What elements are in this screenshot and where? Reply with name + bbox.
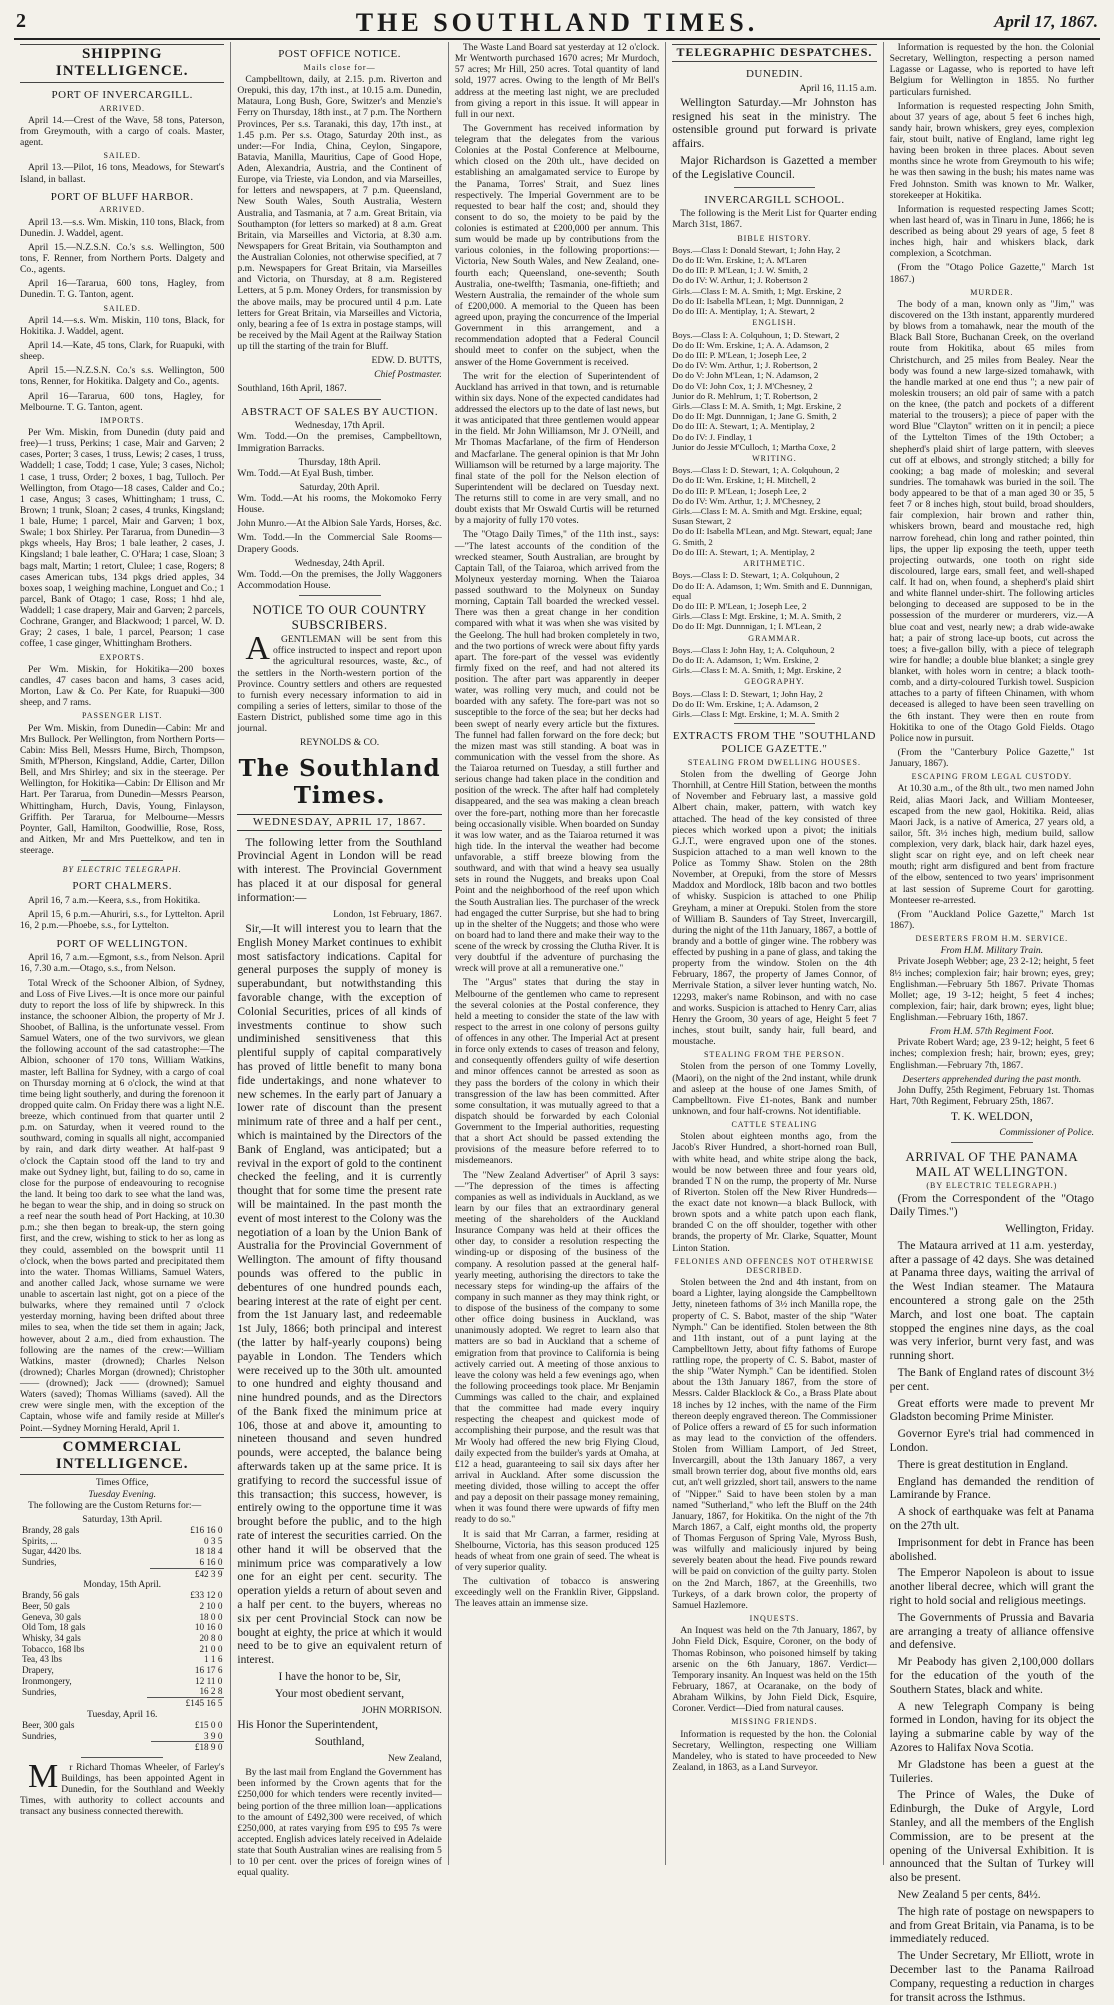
news-list (890, 1240, 1094, 2005)
sale-item: Wm. Todd.—At Eyal Bush, timber. (237, 467, 374, 479)
deserters-text: John Duffy, 25th Regiment, February 1st. Thomas Hart, 70th Regiment, February 25th, 1867. (889, 1084, 1095, 1107)
news-item: The Bank of England rates of discount 3½ per cent. (889, 1367, 1095, 1393)
table-row: Tea, 43 lbs 1 1 6 (22, 1654, 223, 1665)
bluff-sailed: April 16—Tararua, 600 tons, Hagley, for Melbourne. T. G. Tanton, agent. (20, 390, 225, 413)
subheading: INQUESTS. (749, 1613, 800, 1623)
invercargill-sailed: April 13.—Pilot, 16 tons, Meadows, for Stewart's Island, in ballast. (20, 162, 225, 185)
nz-advertiser-article: The "New Zealand Advertiser" of April 3 says:—"The depression of the times is affecting companies as well as individuals in Auckland, as we learn by our files that an extraordinary general meeting of the shareholders of the Auckland Insurance Company was held at their offices the other day, to consider a resolution respecting the winding-up or disposing of the business of the company. A resolution passed at the general half-yearly meeting, authorising the directors to take the necessary steps for winding-up the affairs of the company in such manner as they may think right, or to dispose of the business of the company to some other office doing business in Auckland, was unanimously adopted. We regret to learn also that matters are so bad in Auckland that a scheme of emigration from that province to California is being actively carried out. A meeting of those anxious to leave the colony was held a few evenings ago, when the following proceedings took place. Mr Benjamin Cummings was called to the chair, and explained that the committee had made every inquiry respecting the cheapest and quickest mode of accomplishing their purpose, and the result was that Mr Wooly had offered the new brig Flying Cloud, daily expected from the builder's yards at Omaha, at £12 a head, guaranteeing to sail six days after her arrival in Auckland. After some discussion the meeting divided, those willing to accept the offer and pay a deposit on their passage money remaining, when it was found there were upwards of fifty men ready to do so." (454, 1169, 660, 1526)
subject-heading: GEOGRAPHY. (744, 677, 805, 687)
deserters-text: Private Robert Ward; age, 23 9-12; height, 5 feet 6 inches; complexion fresh; hair, brown; eyes, grey; Englishman.—February 7th, 1867. (889, 1037, 1095, 1071)
telegram: Major Richardson is Gazetted a member of the Legislative Council. (672, 154, 877, 181)
shipping-heading: SHIPPING INTELLIGENCE. (20, 44, 224, 83)
postmaster-name: EDW. D. BUTTS, (371, 355, 442, 367)
bluff-arrived: April 16—Tararua, 600 tons, Hagley, from Dunedin. T. G. Tanton, agent. (20, 278, 225, 301)
school-intro: The following is the Merit List for Quarter ending March 31st, 1867. (672, 208, 877, 231)
bluff-sailed: April 14.—Kate, 45 tons, Clark, for Ruapuki, with sheep. (20, 340, 225, 363)
merit-row: Do do II: Mgt. Dunnnigan, 1; Jane G. Smith, 2 (672, 411, 837, 422)
sale-item: Wm. Todd.—On the premises, the Jolly Waggoners Accommodation House. (237, 568, 442, 591)
post-office-body: Campbelltown, daily, at 2.15. p.m. Riverton and Orepuki, this day, 17th inst., at 10.15 a.m. Dunedin, Mataura, Long Bush, Gore, Switzer's and Menzie's Ferry on Thursday, 18th inst., at 7 p.m. The Northern Provinces, Per s.s. Taranaki, this day, 17th inst., at 1.45 p.m. Per s.s. Otago, Saturday 20th inst., as under:—For India, China, Ceylon, Singapore, Batavia, Manilla, Mauritius, Cape of Good Hope, Aden, Alexandria, Austria, and the Continent of Europe, via Trieste, via London, and via Marseilles, for letters and newspapers, at 7 p.m. Queensland, New South Wales, South Australia, Western Australia, and Tasmania, at 7 a.m. Great Britain, via Southampton (for letters so marked) at 8 a.m. Great Britain, via Marseilles and Victoria, at 8.30 a.m. Newspapers for Great Britain, via Southampton and the Australian Colonies, not otherwise specified, at 7 p.m. Newspapers for Great Britain, via Marseilles and Victoria, on Thursday, at 8 a.m. Registered Letters, at 5 p.m. Money Orders, for transmission by the above mails, may be procured until 4 p.m. Late letters for Great Britain, via Marseilles and Victoria, only, bearing a fee of 1s extra in postage stamps, will be received by the Mail Agent at the Railway Station up till the starting of the train for Bluff. (237, 74, 442, 353)
issue-date: April 17, 1867. (994, 12, 1098, 31)
subheading: STEALING FROM THE PERSON. (703, 1050, 845, 1060)
merit-row: Do do III: A. Mentiplay, 1; A. Stewart, 2 (672, 306, 815, 317)
merit-row: Do do IV: W. Arthur, 1; J. Robertson 2 (672, 275, 808, 286)
waste-land-article: The Waste Land Board sat yesterday at 12 o'clock. Mr Wentworth purchased 1670 acres; Mr Murdoch, 57 acres; Mr Hill, 250 acres. Total quantity of land sold, 1977 acres. Owing to the length of Mr Bell's address at the meeting last night, we are precluded from giving a report in this issue. It will appear in full in our next. (454, 42, 660, 120)
commercial-heading: COMMERCIAL INTELLIGENCE. (20, 1437, 224, 1476)
correspondent-line: (From the Correspondent of the "Otago Daily Times.") (889, 1192, 1095, 1219)
office-day: Tuesday Evening. (88, 1488, 157, 1500)
merit-row: Junior do Jessie M'Culloch, 1; Martha Coxe, 2 (672, 441, 836, 452)
dunedin-date: April 16, 11.15 a.m. (799, 82, 877, 94)
bluff-sailed: April 15.—N.Z.S.N. Co.'s s.s. Wellington, 500 tons, Renner, for Hokitika. Dalgety and Co., agents. (20, 365, 225, 388)
total-row: £18 9 0 (20, 1742, 224, 1753)
passenger-label: PASSENGER LIST. (82, 711, 163, 721)
regiment-label: From H.M. Military Train. (940, 945, 1044, 957)
letter-honour: I have the honor to be, Sir, (278, 1671, 401, 1684)
subheading: MURDER. (970, 287, 1014, 297)
apprehended-label: Deserters apprehended during the past month. (902, 1073, 1082, 1085)
merit-row: Boys.—Class I: John Hay, 1; A. Colquhoun, 2 (672, 644, 835, 655)
merit-list (672, 234, 876, 720)
gazette-text: Stolen about eighteen months ago, from the Jacob's River Hundred, a short-horned roan Bull, with white head, and white stripe along the back, would be now between three and four years old, branded T N on the rump, the property of Mr. Nurse of Riverton. Stolen off the New River Hundreds—the exact date not known—a black Bullock, with brown spots and a white patch upon each flank, branded C on the off shoulder, together with other brands, the property of Mr. Clarke, Squatter, Mount Linton Station. (672, 1131, 877, 1254)
column-3 (449, 42, 666, 1865)
merit-row: Boys.—Class I: D. Stewart, 1; A. Colquhoun, 2 (672, 465, 840, 476)
news-item: New Zealand 5 per cents, 84½. (897, 1888, 1041, 1901)
customs-table-tuesday (20, 1720, 224, 1753)
writ-article: The writ for the election of Superintendent of Auckland has arrived in that town, and is returnable within six days. None of the expected candidates had addressed the electors up to the date of last news, but it was anticipated that three gentlemen would appear in the field. Mr John Williamson, Mr J. O'Neill, and Mr Thomas Macfarlane, of the firm of Henderson and Macfarlane. The general opinion is that Mr John Williamson will be returned by a large majority. The final state of the poll for the Nelson election of Superintendent will be declared on Tuesday next. The returns still to come in are very small, and no doubt exists that Mr Oswald Curtis will be returned by a majority of fully 170 votes. (454, 370, 660, 527)
news-item: The Under Secretary, Mr Elliott, wrote in December last to the Panama Railroad Company, requesting a reduction in charges for transit across the Isthmus. (889, 1950, 1095, 2004)
murder-text: The body of a man, known only as "Jim," was discovered on the 13th instant, apparently murdered by blows from a tomahawk, near the mouth of the Black Ball Store, Buchanan Creek, on the overland route from Hokitika, about 65 miles from Christchurch, and 25 miles from Bealey. Near the body was found a new large-sized tomahawk, with the handle marked at one end thus "; a new pair of moleskin trousers; an old pair of same with a patch on the knee, (the patch and pockets of a different material to the trousers); a piece of paper with the word Blue "Clayton" written on it in pencil; a piece of the Lyttelton Times of the 19th October; a shepherd's plaid shirt of large pattern, with sleeves cut off at elbows, and strongly stitched; a billy for cooking; a bag made of moleskin; and several sundries. The tomahawk was buried in the soil. The body appeared to be that of a man aged 30 or 35, 5 feet 7 or 8 inches high, stout build, broad shoulders, fair complexion, hair brown and rather thin, whiskers brown, beard and moustache red, high narrow forehead, chin long and rather pointed, thin lips, the upper lip exposing the teeth, upper teeth projecting outwards, one tooth on right side discoloured, large ears, small feet, and well-shaped calf. It had on, when found, a shepherd's plaid shirt and white flannel under-shirt. The following articles belonging to deceased are supposed to be in the possession of the murderer or murderers, viz.—A blue coat and vest, nearly new; a drab wide-awake hat; a pair of strong lace-up boots, cut across the toes; a five-gallon billy, with a piece of telegraph wire for handle; a double blue blanket; a single grey blanket, with holes worn in centre; a black tooth-comb, and a dirty-coloured Turkish towel. Suspicion attaches to a party of fifteen Chinamen, with whom deceased is alleged to have been seen travelling on the 6th instant. They were then en route from Hokitika to one of the Otago Gold Fields. Otago Police now in pursuit. (889, 298, 1095, 744)
exports-label: EXPORTS. (99, 652, 145, 662)
gazette-heading: EXTRACTS FROM THE "SOUTHLAND POLICE GAZETTE." (672, 730, 876, 756)
weldon-role: Commissioner of Police. (999, 1126, 1095, 1138)
source-line: (From the "Otago Police Gazette," March 1st 1867.) (889, 262, 1095, 285)
news-item: Governor Eyre's trial had commenced in London. (889, 1428, 1095, 1455)
sale-date: Saturday, 20th April. (299, 481, 380, 493)
news-item: There is great destitution in England. (897, 1458, 1069, 1471)
merit-row: Girls.—Class I: Mgt. Erskine, 1; M. A. Smith, 2 (672, 611, 842, 622)
column-2 (231, 42, 448, 1879)
merit-row: Do do II: Mgt. Dunnnigan, 1; I. M'Lean, 2 (672, 621, 822, 632)
source-line: (From "Auckland Police Gazette," March 1st 1867). (889, 908, 1095, 931)
news-item: A shock of earthquake was felt at Panama on the 27th ult. (889, 1506, 1095, 1533)
carran-article: It is said that Mr Carran, a farmer, residing at Shelbourne, Victoria, has this season produced 125 heads of wheat from one grain of seed. The wheat is of very superior quality. (454, 1528, 660, 1573)
postmaster-role: Chief Postmaster. (374, 369, 442, 381)
news-item: The high rate of postage on newspapers to and from Great Britain, via Panama, is to be immediately reduced. (889, 1905, 1095, 1946)
by-telegraph: (BY ELECTRIC TELEGRAPH.) (926, 1181, 1058, 1191)
chalmers-sailed: April 15, 6 p.m.—Ahuriri, s.s., for Lyttelton. April 16, 2 p.m.—Phoebe, s.s., for Lyttelton. (20, 909, 225, 932)
table-row: Brandy, 28 gals £16 16 0 (22, 1524, 223, 1535)
sales-heading: ABSTRACT OF SALES BY AUCTION. (241, 405, 439, 418)
saturday-label: Saturday, 13th April. (82, 1513, 163, 1525)
merit-row: Boys.—Class I: D. Stewart, 1; A. Colquhoun, 2 (672, 570, 840, 581)
gazette-text: An Inquest was held on the 7th January, 1867, by John Field Dick, Esquire, Coroner, on the body of Thomas Robinson, who poisoned himself by taking arsenic on the 6th January, 1867. Verdict—Temporary insanity. An Inquest was held on the 15th February, 1867, at Ocaranake, on the body of Abraham Wilkins, by John Field Dick, Esquire, Coroner. Verdict—Died from natural causes. (672, 1625, 877, 1715)
merit-row: Do do VI: John Cox, 1; J. M'Chesney, 2 (672, 380, 813, 391)
sale-item: John Munro.—At the Albion Sale Yards, Horses, &c. (237, 518, 442, 530)
cultivation-article: The cultivation of tobacco is answering exceedingly well on the Franklin River, Gippsland. The leaves attain an immense size. (454, 1576, 660, 1610)
newspaper-title: THE SOUTHLAND TIMES. (355, 8, 759, 37)
news-item: Mr Peabody has given 2,100,000 dollars for the education of the youth of the Southern States, black and white. (889, 1656, 1095, 1696)
customs-table-monday (20, 1590, 224, 1708)
column-1 (14, 42, 231, 1865)
imports-label: IMPORTS. (100, 415, 145, 425)
sale-date: Wednesday, 24th April. (294, 557, 385, 569)
table-row: Sugar, 4420 lbs. 18 18 4 (22, 1546, 223, 1557)
merit-row: Girls.—Class I: M. A. Smith, 1; Mgt. Erskine, 2 (672, 400, 842, 411)
notice-body: AGENTLEMAN will be sent from this office instructed to inspect and report upon the agricultural resources, waste, &c., of the settlers in the North-western portion of the Province. Country settlers and others are requested to furnish every necessary information to aid in compiling a series of letters, similar to those of the Eastern District, published some time ago in this journal. (237, 630, 442, 735)
addressee: New Zealand, (388, 1752, 442, 1764)
merit-row: Do do III: P. M'Lean, 1; Joseph Lee, 2 (672, 485, 807, 496)
customs-table-saturday (20, 1525, 224, 1579)
table-row: Old Tom, 18 gals 10 16 0 (22, 1622, 223, 1633)
school-heading: INVERCARGILL SCHOOL. (704, 193, 845, 206)
table-row: Ironmongery, 12 11 0 (22, 1675, 223, 1686)
gazette-text: Stolen between the 2nd and 4th instant, from on board a Lighter, laying alongside the Campbelltown Jetty, nineteen fathoms of 3½ inch Manilla rope, the property of C. S. Babot, master of the ship "Water Nymph." Can be identified. Stolen between the 8th and 11th instant, out of a punt laying at the Campbelltown Jetty, about fifty fathoms of Europe rattling rope, the property of C. S. Babot, master of the ship "Water Nymph." Can be identified. Stolen about the 13th January 1867, from the store of Messrs. Calder Blacklock & Co., a Brass Plate about 18 inches by 12 inches, with the name of the Firm thereon deeply engraved thereon. The Commissioner of Police offers a reward of £5 for such information as may lead to the conviction of the offenders. Stolen from William Lamport, of Jed Street, Invercargill, about the 13th January 1867, a very small brown terrier dog, about five months old, ears cut, an't well grizzled, short tail, answers to the name of "Nipper." Said to have been stolen by a man named "Sutherland," who left the Bluff on the 24th January, 1867, for Hokitika. On the night of the 7th March 1867, a Calf, eight months old, the property of Thomas Ferguson of Spring Vale, Myross Bush, was wilfully and maliciously injured by being severely beaten about the head. Five pounds reward will be paid on conviction of the guilty party. Stolen on the 2nd March, 1867, at the Greenhills, two Turkeys, of a dark brown color, the property of Samuel Hazlemore. (672, 1277, 877, 1611)
subject-heading: GRAMMAR. (748, 633, 801, 643)
editorial-masthead: The Southland Times. (238, 755, 441, 810)
subheading: DESERTERS FROM H.M. SERVICE. (915, 934, 1069, 944)
escape-text: At 10.30 a.m., of the 8th ult., two men named John Reid, alias Maori Jack, and William Monteeser, escaped from the new gaol, Hokitika. Reid, alias Maori Jack, is a native of America, 27 years old, a sailor, 5ft. 3½ inches high, medium build, sallow complexion, very dark, black hair, dark hazel eyes, slight scar on right eye, and on left cheek near mouth; right arm disfigured and bent from fracture of the elbow, sentenced to two years' imprisonment at last session of Supreme Court for garotting. Monteeser re-arrested. (889, 783, 1095, 906)
letter-signer: JOHN MORRISON. (361, 1704, 442, 1716)
news-item: Imprisonment for debt in France has been abolished. (889, 1536, 1095, 1563)
page-header (14, 8, 1100, 40)
merit-row: Girls.—Class I: M. A. Smith, 1; Mgt. Erskine, 2 (672, 285, 842, 296)
merit-row: Boys.—Class I: Donald Stewart, 1; John Hay, 2 (672, 244, 841, 255)
letter-servant: Your most obedient servant, (275, 1687, 405, 1700)
otago-article: The "Otago Daily Times," of the 11th inst., says:—"The latest accounts of the condition of the wrecked steamer, South Australian, are brought by Captain Tall, of the Taiaroa, which arrived from the Molyneux yesterday morning. When the Taiaroa passed southward to the Molyneux on Sunday morning, Captain Tall boarded the wrecked vessel. There was then a great change in her condition compared with what it was when she was visited by the Geelong. The hull had broken completely in two, and the two portions of wreck were about fifty yards apart. The fore-part of the vessel was evidently firmly fixed on the reef, and had not altered its position. The after part was apparently in deeper water, was rolling very much, and could not be boarded with any safety. The fore-part was not so susceptible to the force of the sea; but her decks had been swept of nearly every article but the fixtures. The funnel had fallen forward on the fore deck; but the mizen mast was still standing. A boat was in communication with the vessel from the shore. As the Taiaroa returned on Tuesday, a still further and serious change had taken place in the condition and position of the wreck. The after half had completely disappeared, and the sea was making a clean breach over the fore-part, nothing more than her forecastle being occasionally visible. When boarded on Sunday it was low water, and as the Taiaroa returned it was high tide. In the interval the weather had become unfavorable, a stiff breeze blowing from the southward, and with that wind a heavy sea usually sets in round the Nuggets, and breaks upon Coal Point and the neighborhood of the reef upon which the South Australian lies. The purchaser of the wreck had engaged the cutter Surprise, but she had to bring up in the shelter of the Nuggets; and those who were on board had to land there and make their way to the scene of the wreck by crossing the Clutha River. It is very doubtful if the adventure of purchasing the wreck will prove at all a remunerative one." (454, 529, 660, 975)
divider (299, 595, 381, 596)
subject-heading: WRITING. (752, 453, 797, 463)
news-item: The Mataura arrived at 11 a.m. yesterday, after a passage of 42 days. She was detained at Panama three days, waiting the arrival of the West Indian steamer. The Mataura encountered a strong gale on the 25th March, and lost one boat. The captain stopped the engines nine days, as the coal was very inferior, burnt very fast, and was running short. (889, 1239, 1095, 1363)
table-row: Sundries, 3 9 0 (22, 1730, 223, 1741)
news-item: The Prince of Wales, the Duke of Edinburgh, the Duke of Argyle, Lord Stanley, and all the members of the English Commission, are to be present at the opening of the Universal Exhibition. It is announced that the Sultan of Turkey will also be present. (889, 1789, 1095, 1885)
news-item: Mr Gladstone has been a guest at the Tuileries. (889, 1758, 1095, 1785)
monday-label: Monday, 15th April. (83, 1579, 162, 1591)
subject-heading: ARITHMETIC. (743, 559, 806, 569)
post-date: Southland, 16th April, 1867. (237, 383, 347, 395)
sale-item: Wm. Todd.—On the premises, Campbelltown, Immigration Barracks. (237, 431, 442, 454)
merit-row: Do do IV: Wm. Arthur, 1; J. M'Chesney, 2 (672, 495, 821, 506)
page-number: 2 (16, 10, 26, 32)
table-row: Beer, 300 gals £15 0 0 (22, 1719, 223, 1730)
merit-row: Boys.—Class I: A. Colquhoun, 1; D. Stewart, 2 (672, 329, 840, 340)
table-row: Sundries, 6 16 0 (22, 1556, 223, 1568)
editorial-intro: The following letter from the Southland Provincial Agent in London will be read with interest. The Provincial Government has placed it at our disposal for general information:— (237, 836, 442, 904)
merit-row: Do do II: Wm. Erskine, 1; H. Mitchell, 2 (672, 475, 816, 486)
table-row: Sundries, 16 2 8 (22, 1686, 223, 1697)
merit-row: Do do II: Wm. Erskine, 1; A. A. Adamson, 2 (672, 339, 829, 350)
gazette-text: Information is requested by the hon. the Colonial Secretary, Wellington, respecting one William Mandeley, who is stated to have proceeded to New Zealand, in 1863, as a Land Surveyor. (672, 1728, 877, 1773)
bluff-sailed: April 14.—s.s. Wm. Miskin, 110 tons, Black, for Hokitika. J. Waddel, agent. (20, 314, 225, 337)
gazette-text: Stolen from the person of one Tommy Lovelly, (Maori), on the night of the 2nd instant, while drunk and asleep at the house of one James Smith, of Campbelltown. Five £1-notes, Bank and number unknown, and four half-crowns. Not identifiable. (672, 1061, 877, 1117)
bluff-imports: Per Wm. Miskin, from Dunedin (duty paid and free)—1 truss, Perkins; 1 case, Mair and Garven; 2 cases, Porter; 3 cases, 1 truss, Lewis; 2 cases, 1 truss, Waddell; 1 case, Todd; 1 case, Yule; 3 cases, Nichol; 1 case, 1 truss, Order; 2 boxes, 1 bag, Tulloch. Per Wellington, from Otago—18 cases, Calder and Co.; 1 case, Angus; 3 cases, Whittingham; 1 truss, C. Brown; 1 trunk, Sloan; 2 cases, 4 trunks, Kingsland; 1 bale, Hume; 1 parcel, Mair and Garven; 1 box, Swale; 1 box Shirley. Per Tararua, from Dunedin—3 pkgs wheels, Hay Bros; 1 bale leather, 2 cases, J. Kingsland; 1 bale leather, C. O'Hara; 1 case, Sloan; 3 bags malt, Martin; 1 retort, Clulee; 1 case, Rogers; 8 cases American tubs, 134 pkgs dried apples, 34 boxes soap, 1 weighing machine, Longuet and Co.; 1 parcel, Bank of Otago; 1 case, Ross; 1 hhd ale, Waddell; 1 case drapery, Mair and Garven; 2 parcels, Cochrane, Granger, and Blackwood; 1 parcel, W. D. Gray; 2 cases, 1 bale, 1 parcel, Pearson; 1 case coffee, 1 case ginger, Whittingham Brothers. (20, 427, 225, 650)
sales-list (237, 420, 441, 591)
column-4 (666, 42, 883, 1865)
columns (14, 42, 1100, 2004)
addressee: Southland, (314, 1735, 365, 1748)
table-row: Beer, 50 gals 2 10 0 (22, 1601, 223, 1612)
argus-article: The "Argus" states that during the stay in Melbourne of the gentlemen who came to represent the several colonies at the Postal conference, they held a meeting to consider the state of the law with respect to the arrest in one colony of persons guilty of offences in any other. The Imperial Act at present in force only extends to cases of treason and felony, and consequently offenders guilty of wife desertion and minor offences cannot be arrested as soon as they pass the borders of the colony in which their transgression of the law has been committed. After some consultation, it was mutually agreed to that a dispatch should be forwarded by each Colonial Government to the Imperial authorities, requesting that a short Act should be passed extending the provisions of the measure before referred to to misdemeanors. (454, 977, 660, 1167)
table-row: Tobacco, 168 lbs 21 0 0 (22, 1643, 223, 1654)
sale-item: Wm. Todd.—In the Commercial Sale Rooms—Drapery Goods. (237, 532, 442, 555)
telegram: Wellington Saturday.—Mr Johnston has resigned his seat in the ministry. The ostensible ground put forward is private affairs. (672, 96, 877, 151)
editorial-date: WEDNESDAY, APRIL 17, 1867. (237, 814, 441, 831)
gazette-text: Stolen from the dwelling of George John Thornhill, at Centre Hill Station, between the months of November and February last, a massive gold Albert chain, maker, pattern, with watch key attached. The head of the key consisted of three pieces which worked upon a pivot; the initials G.J.T., were engraved upon one of the stones. Suspicion attached to a man well known to the Police as Tommy Shaw. Stolen on the 28th November, at Orepuki, from the store of Messrs Maddox and Mordlock, 18lb bacon and two bottles of whisky. Suspicion is attached to one Philip Greyham, a miner at Orepuki. Stolen from the store of William B. Saunders of Tay Street, Invercargill, during the night of the 11th January, 1867, a bottle of brandy and a bottle of ginger wine. The robbery was effected by pushing in a pane of glass, and taking the property from the window. Stolen on the 4th February, 1867, the property of James Connor, of Merrivale Station, a silver lever hunting watch, No. 12293, maker's name Robinson, and with no case and works. Suspicion is attached to Henry Carr, alias Henry the Groom, 30 years of age, Height 5 feet 7 inches, stout built, sandy hair, full beard, and moustache. (672, 769, 877, 1048)
merit-row: Do do III: P. M'Lean, 1; Joseph Lee, 2 (672, 600, 807, 611)
regiment-label: From H.M. 57th Regiment Foot. (929, 1026, 1054, 1038)
port-invercargill-title: PORT OF INVERCARGILL. (51, 88, 193, 101)
arrived-label: ARRIVED. (99, 205, 145, 215)
divider (734, 187, 816, 188)
subheading: CATTLE STEALING (731, 1120, 818, 1130)
info-text: Information is requested by the hon. the Colonial Secretary, Wellington, respecting a person named Lagasse or Lagasse, who is reported to have left Belgium for Wellington in 1855. No further particulars furnished. (889, 42, 1095, 98)
merit-row: Boys.—Class I: D. Stewart, 1; John Hay, 2 (672, 688, 823, 699)
postscript: By the last mail from England the Government has been informed by the Crown agents that for the £250,000 for which tenders were recently invited—being portion of the three million loan—applications to the amount of £492,300 were received, of which £250,000, at rates varying from £95 to £95 7s were accepted. English advices lately received in Adelaide state that South Australian wines are realising from 5 to 10 per cent. over the prices of foreign wines of equal quality. (237, 1767, 442, 1879)
table-row: Whisky, 34 gals 20 8 0 (22, 1633, 223, 1644)
bluff-exports: Per Wm. Miskin, for Hokitika—200 boxes candles, 47 cases bacon and hams, 3 cases acid, Morton, Law & Co. Per Kate, for Ruapuki—300 sheep, and 7 rams. (20, 663, 225, 709)
letter-dateline: London, 1st February, 1867. (333, 908, 442, 920)
merit-row: Girls.—Class I: M. A. Smith, 1; Mgt. Erskine, 2 (672, 665, 842, 676)
sale-item: Wm. Todd.—At his rooms, the Mokomoko Ferry House. (237, 493, 442, 516)
news-item: The Governments of Prussia and Bavaria are arranging a treaty of alliance offensive and defensive. (889, 1611, 1095, 1652)
subheading: STEALING FROM DWELLING HOUSES. (687, 757, 861, 767)
subheading: FELONIES AND OFFENCES NOT OTHERWISE DESCRIBED. (674, 1256, 875, 1275)
merit-row: Girls.—Class I: M. A. Smith and Mgt. Erskine, equal; Susan Stewart, 2 (672, 506, 863, 527)
invercargill-arrived: April 14.—Crest of the Wave, 58 tons, Paterson, from Greymouth, with a cargo of coals. Master, agent. (20, 114, 225, 149)
passenger-list: Per Wm. Miskin, from Dunedin—Cabin: Mr and Mrs Bullock. Per Wellington, from Northern Ports—Cabin: Miss Bell, Messrs Hume, Birch, Thompson, Smith, M'Pherson, Kingsland, Addie, Carter, Dillon Bell, and Mrs Shirley; and six in the steerage. Per Wellington, for Hokitika—Cabin: Dr Ellison and Mr Hart. Per Tararua, from Dunedin—Messrs Pearson, Whittingham, Hurch, Davis, Young, Finlayson, Griffith. Per Tararua, for Melbourne—Messrs Poynter, Gall, Hamilton, Goodwillie, Rose, Ross, and Aitken, Mr and Mrs Puettelkow, and ten in steerage. (20, 722, 225, 857)
column-5 (884, 42, 1100, 2004)
sale-date: Thursday, 18th April. (298, 456, 381, 468)
divider (81, 1757, 163, 1758)
divider (734, 723, 816, 724)
dunedin-heading: DUNEDIN. (745, 67, 803, 80)
port-chalmers-title: PORT CHALMERS. (72, 880, 173, 893)
times-office: Times Office, (95, 1477, 149, 1489)
merit-row: Do do III: P. M'Lean, 1; J. W. Smith, 2 (672, 265, 808, 276)
merit-row: Do do V: John M'Lean, 1; N. Adamson, 2 (672, 370, 819, 381)
merit-row: Do do III: P. M'Lean, 1; Joseph Lee, 2 (672, 349, 807, 360)
total-row: £145 16 5 (20, 1698, 224, 1709)
mails-close: Mails close for— (303, 62, 376, 72)
merit-row: Do do III: A. Stewart, 1; A. Mentiplay, 2 (672, 421, 815, 432)
table-row: Spirits, ... 0 3 5 (22, 1535, 223, 1546)
arrived-label: ARRIVED. (99, 103, 145, 113)
total-row: £42 3 9 (20, 1568, 224, 1579)
table-row: Geneva, 30 gals 18 0 0 (22, 1611, 223, 1622)
sailed-label: SAILED. (103, 151, 141, 161)
weldon-signature: T. K. WELDON, (950, 1109, 1033, 1124)
info-text: Information is requested respecting John Smith, about 37 years of age, about 5 feet 6 inches high, sandy hair, brown whiskers, grey eyes, complexion fair, stout built, native of England, lame right leg having been broken in three places. About seven months since he wrote from Greymouth to his wife; he was then sawing in the bush; his mates name was Fred Johnston. Smith was known to Mr. Walker, storekeeper at Hokitika. (889, 100, 1095, 201)
table-row: Drapery, 16 17 6 (22, 1665, 223, 1676)
subheading: MISSING FRIENDS. (731, 1717, 818, 1727)
table-row: Brandy, 56 gals £33 12 0 (22, 1590, 223, 1601)
correspondent-date: Wellington, Friday. (1005, 1223, 1095, 1236)
merit-row: Do do II: Isabella M'Lean, 1; Mgt. Dunnnigan, 2 (672, 295, 844, 306)
bluff-arrived: April 13.—s.s. Wm. Miskin, 110 tons, Black, from Dunedin. J. Waddel, agent. (20, 216, 225, 239)
news-item: A new Telegraph Company is being formed in London, having for its object the laying a submarine cable by way of the Azores to Halifax Nova Scotia. (889, 1700, 1095, 1754)
government-article: The Government has received information by telegram that the delegates from the various Colonies at the Postal Conference at Melbourne, which closed on the 20th ult., have decided on establishing an amalgamated service to Europe by the Panama, Torres' Strait, and Suez lines respectively. The Imperial Government are to be requested to bear half the cost; and, should they consent to do so, the moiety to be paid by the colonies is estimated at £200,000 per annum. This sum would be made up by contributions from the various colonies, in the following proportions:—Victoria, New South Wales, and New Zealand, one-fourth each; Queensland, one-seventh; South Australia, one-twelfth; Tasmania, one-fiftieth; and Western Australia, the remainder of the whole sum of £200,000. A memorial to the Queen has been agreed upon, praying the concurrence of the Imperial Government in this arrangement, and a recommendation adopted that a Federal Council should meet to confer on the subject, when the answer of the Home Government is received. (454, 122, 660, 368)
subject-heading: ENGLISH. (752, 318, 797, 328)
tuesday-label: Tuesday, April 16. (86, 1708, 158, 1720)
divider (951, 1142, 1033, 1143)
arrival-heading: ARRIVAL OF THE PANAMA MAIL AT WELLINGTON. (905, 1149, 1079, 1180)
news-item: England has demanded the rendition of Lamirande by France. (889, 1475, 1095, 1502)
divider (81, 860, 163, 861)
merit-row: Junior do R. Mehlrum, 1; T. Robertson, 2 (672, 390, 818, 401)
letter-text: Sir,—It will interest you to learn that the English Money Market continues to exhibit most satisfactory indications. Capital for general purposes the supply of money is superabundant, but notwithstanding this favorable change, with the exception of Colonial Securities, prices of all kinds of investments continue to show such undiminished sensitiveness that this plentiful supply of capital comparatively has proved of little benefit to many bona fide undertakings, and none whatever to new schemes. In the early part of January a lower rate of discount than the present minimum rate of three and a half per cent., which is maintained by the Directors of the Bank of England, was anticipated; but a revival in the export of gold to the continent checked the feeling, and it is currently thought that for some time the present rate will be maintained. In the past month the event of most interest to the Colony was the negotiation of a loan by the Union Bank of Australia for the Provincial Government of Wellington. The amount of fifty thousand pounds was offered to the public in debentures of one hundred pounds each, bearing interest at the rate of eight per cent. from the 1st January last, and redeemable 1st July, 1866; both principal and interest (the latter by half-yearly coupons) being payable in London. The Tenders which were received up to the 30th ult. amounted to one hundred and eighty thousand and nine hundred pounds, and as the Directors of the Bank fixed the minimum price at 106, those at and above it, amounting to nineteen thousand and seven hundred pounds, were accepted, the balance being afterwards taken up at the same price. It is gratifying to record the successful issue of this transaction; this success, however, is entirely owing to the opportune time it was brought before the public, and to the high rate of interest the securities carried. On the other hand it will be observed that the minimum price was comparatively a low one for an eight per cent. security. The operation yields a return of about seven and a half per cent. to the buyers, whereas no six per cent Provincial Stock can now be bought at eighty, the price at which it would need to be to give an equivalent return of interest. (237, 923, 442, 1667)
merit-row: Do do II: A. Adamson, 1; Wm. Erskine, 2 (672, 655, 819, 665)
news-item: The Emperor Napoleon is about to issue another liberal decree, which will grant the right to hold social and religious meetings. (889, 1567, 1095, 1608)
port-wellington-title: PORT OF WELLINGTON. (56, 937, 188, 950)
wreck-article: Total Wreck of the Schooner Albion, of Sydney, and Loss of Five Lives.—It is once more our painful duty to report the loss of life by shipwreck. In this instance, the schooner Albion, the property of Mr J. Shoobet, of Ballina, is the unfortunate vessel. From Samuel Waters, one of the two survivors, we glean the following account of the sad catastrophe:—The Albion, schooner of 170 tons, William Watkins, master, left Ballina for Sydney, with a cargo of coal on Thursday morning at 6 o'clock, the wind at that time being light southerly, and during the forenoon it dropped quite calm. On Friday there was a light N.E. breeze, which continued from that quarter until 2 p.m. on Saturday, when it veered round to the southward, coming in squalls all night, accompanied by rain, and dark dirty weather. At half-past 9 o'clock the Captain stood off the land to try and make out Sydney light, but, failing to do so, came in close for the purpose of endeavouring to recognise the land. It being too dark to see what the land was, he began to wear the ship, and in doing so struck on a reef near the south head of Port Hacking, at 10.30 p.m.; she then began to break-up, the stern going first, and the crew, wishing to stick to her as long as they could, assembled on the bowsprit until 11 o'clock, when the bows parted and precipitated them into the water. Thomas Williams, Samuel Waters, and another called Jack, whose surname we were unable to ascertain last night, got on a piece of the bulwarks, where they remained until 7 o'clock yesterday morning, having been drifted about three miles to sea, when the tide set them in again; Jack, however, about 2 a.m., died from exhaustion. The following are the names of the crew:—William Watkins, master (drowned); Charles Nelson (drowned); Charles Morgan (drowned); Christopher —— (drowned); Jack —— (drowned); Samuel Waters (saved); Thomas Williams (saved). All the crew were single men, with the exception of the Captain, whose wife and family reside at Miller's Point.—Sydney Morning Herald, April 1. (20, 977, 225, 1434)
info-text: Information is requested respecting James Scott; when last heard of, was in Tinaru in June, 1866; he is described as being about 29 years of age, 5 feet 8 inches high, hair and whiskers black, dark complexion, a Scotchman. (889, 203, 1095, 260)
addressee: His Honor the Superintendent, (237, 1719, 378, 1732)
sailed-label: SAILED. (103, 303, 141, 313)
subject-heading: BIBLE HISTORY. (737, 233, 812, 243)
news-item: Great efforts were made to prevent Mr Gladston becoming Prime Minister. (889, 1397, 1095, 1424)
source-line: (From the "Canterbury Police Gazette," 1st January, 1867). (889, 746, 1095, 770)
port-bluff-title: PORT OF BLUFF HARBOR. (50, 190, 194, 203)
telegraphic-heading: TELEGRAPHIC DESPATCHES. (672, 44, 876, 62)
merit-row: Do do III: A. Stewart, 1; A. Mentiplay, 2 (672, 546, 815, 557)
subheading: ESCAPING FROM LEGAL CUSTODY. (911, 772, 1072, 782)
deserters-text: Private Joseph Webber; age, 23 2-12; height, 5 feet 8½ inches; complexion fair; hair brown; eyes, grey; Englishman.—February 5th 1867. Private Thomas Mollet; age, 19 3-12; height, 5 feet 4 inches; complexion, fair; hair, dark brown; eyes, light blue; Englishman.—February 16th, 1867. (889, 956, 1095, 1024)
notice-heading: NOTICE TO OUR COUNTRY SUBSCRIBERS. (252, 602, 427, 633)
wellington-arrived: April 16, 7 a.m.—Egmont, s.s., from Nelson. April 16, 7.30 a.m.—Otago, s.s., from Nelson. (20, 952, 225, 975)
editorial-body (237, 837, 441, 1765)
merit-row: Girls.—Class I: Mgt. Erskine, 1; M. A. Smith 2 (672, 709, 840, 720)
merit-row: Do do II: Isabella M'Lean, and Mgt. Stewart, equal; Jane G. Smith, 2 (672, 526, 873, 547)
chalmers-arrived: April 16, 7 a.m.—Keera, s.s., from Hokitika. (28, 895, 201, 907)
merit-row: Do do IV: Wm. Arthur, 1; J. Robertson, 2 (672, 360, 818, 371)
notice-sign: REYNOLDS & CO. (300, 737, 380, 749)
custom-intro: The following are the Custom Returns for:— (28, 1499, 202, 1511)
merit-row: Do do II: A. Adamson, 1; Wm. Smith and E. Dunnnigan, equal (672, 580, 873, 601)
bluff-arrived: April 15.—N.Z.S.N. Co.'s s.s. Wellington, 500 tons, F. Renner, from Northern Ports. Dalgety and Co., agents. (20, 241, 225, 276)
telegraph-heading: BY ELECTRIC TELEGRAPH. (62, 865, 182, 875)
post-office-heading: POST OFFICE NOTICE. (278, 48, 401, 60)
merit-row: Do do II: Wm. Erskine, 1; A. M'Laren (672, 255, 807, 266)
divider (299, 399, 381, 400)
merit-row: Do do II: Wm. Erskine, 1; A. Adamson, 2 (672, 698, 819, 709)
merit-row: Do do IV: J. Findlay, 1 (672, 431, 753, 442)
sale-date: Wednesday, 17th April. (294, 420, 385, 432)
wheeler-notice: Mr Richard Thomas Wheeler, of Farley's Buildings, has been appointed Agent in Dunedin, for the Southland and Weekly Times, with authority to collect accounts and transact any business connected therewith. (20, 1757, 225, 1818)
